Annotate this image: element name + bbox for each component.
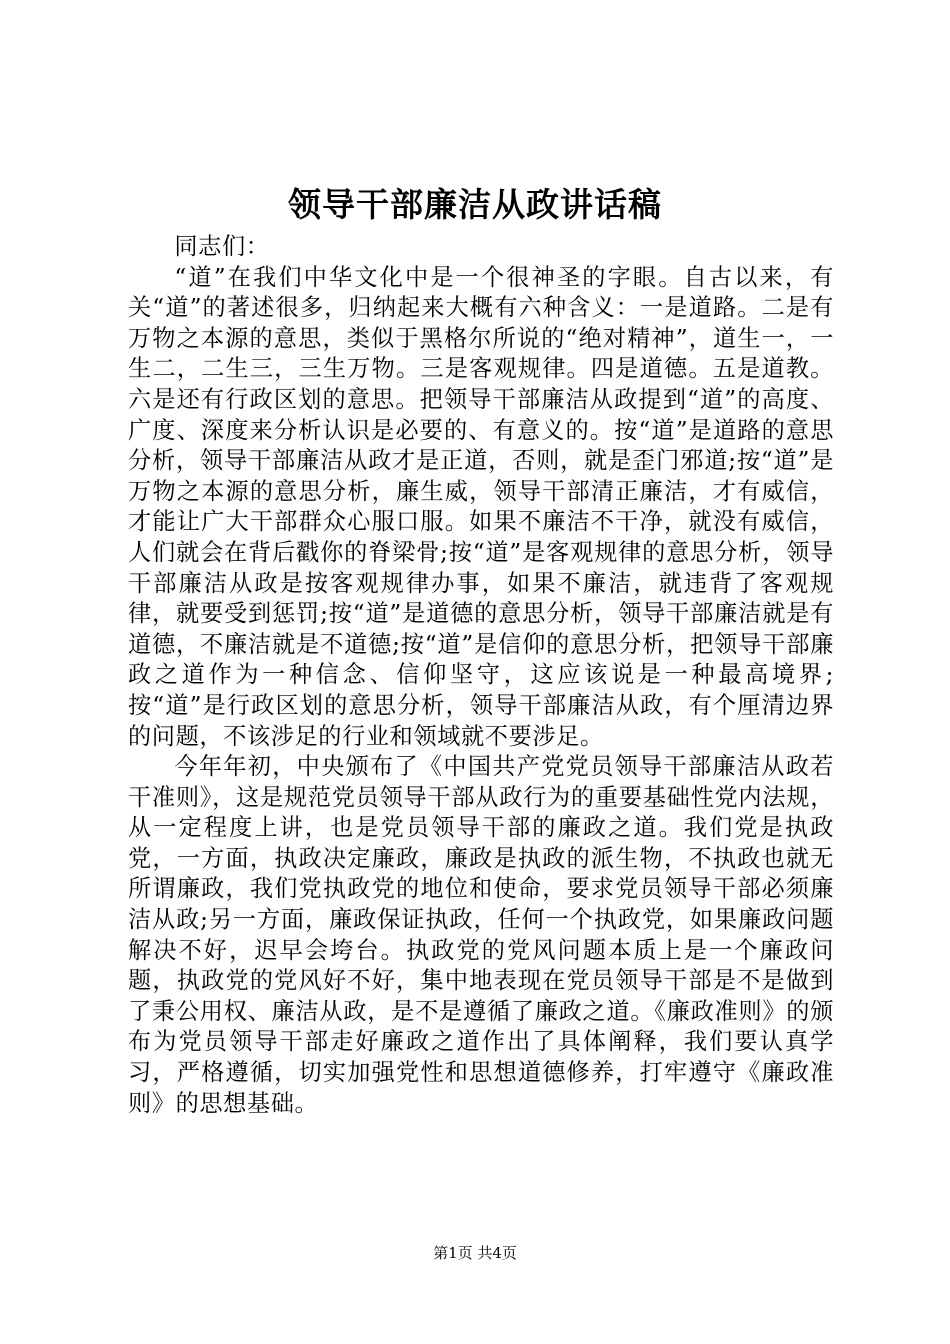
paragraph-1: “道”在我们中华文化中是一个很神圣的字眼。自古以来，有关“道”的著述很多，归纳起来大概有六种含义：一是道路。二是有万物之本源的意思，类似于黑格尔所说的“绝对精神”，道生一，一生二，二生三，三生万物。三是客观规律。四是道德。五是道教。六是还有行政区划的意思。把领导干部廉洁从政提到“道”的高度、广度、深度来分析认识是必要的、有意义的。按“道”是道路的意思分析，领导干部廉洁从政才是正道，否则，就是歪门邪道;按“道”是万物之本源的意思分析，廉生威，领导干部清正廉洁，才有威信，才能让广大干部群众心服口服。如果不廉洁不干净，就没有威信，人们就会在背后戳你的脊梁骨;按“道”是客观规律的意思分析，领导干部廉洁从政是按客观规律办事，如果不廉洁，就违背了客观规律，就要受到惩罚;按“道”是道德的意思分析，领导干部廉洁就是有道德，不廉洁就是不道德;按“道”是信仰的意思分析，把领导干部廉政之道作为一种信念、信仰坚守，这应该说是一种最高境界;按“道”是行政区划的意思分析，领导干部廉洁从政，有个厘清边界的问题，不该涉足的行业和领域就不要涉足。	[128, 263, 834, 750]
page-number: 第1页 共4页	[433, 1244, 517, 1262]
salutation: 同志们：	[174, 233, 270, 260]
document-title: 领导干部廉洁从政讲话稿	[288, 185, 662, 224]
document-body	[128, 232, 834, 1119]
paragraph-2: 今年年初，中央颁布了《中国共产党党员领导干部廉洁从政若干准则》，这是规范党员领导干部从政行为的重要基础性党内法规，从一定程度上讲，也是党员领导干部的廉政之道。我们党是执政党，一方面，执政决定廉政，廉政是执政的派生物，不执政也就无所谓廉政，我们党执政党的地位和使命，要求党员领导干部必须廉洁从政;另一方面，廉政保证执政，任何一个执政党，如果廉政问题解决不好，迟早会垮台。执政党的党风问题本质上是一个廉政问题，执政党的党风好不好，集中地表现在党员领导干部是不是做到了秉公用权、廉洁从政，是不是遵循了廉政之道。《廉政准则》的颁布为党员领导干部走好廉政之道作出了具体阐释，我们要认真学习，严格遵循，切实加强党性和思想道德修养，打牢遵守《廉政准则》的思想基础。	[128, 753, 834, 1117]
